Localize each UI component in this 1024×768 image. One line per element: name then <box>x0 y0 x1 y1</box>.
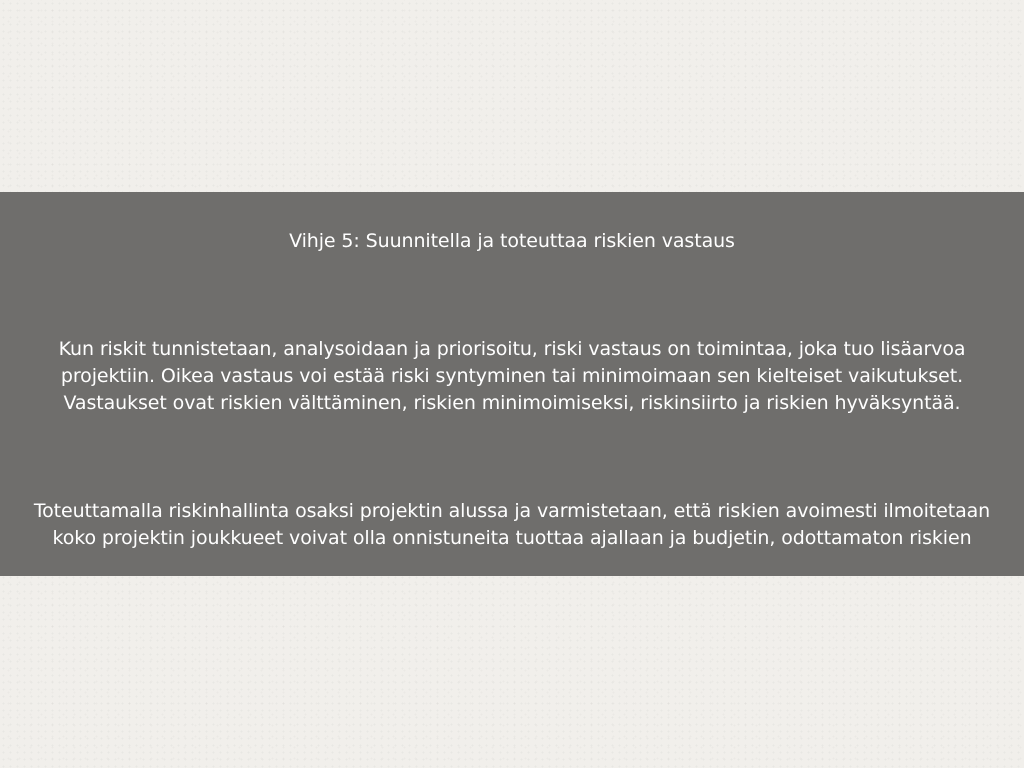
slide-heading: Vihje 5: Suunnitella ja toteuttaa riskien vastaus <box>289 230 735 252</box>
content-band <box>0 192 1024 576</box>
paragraph-risk-response: Kun riskit tunnistetaan, analysoidaan ja priorisoitu, riski vastaus on toimintaa, joka tuo lisäarvoa projektiin. Oikea vastaus voi estää riski syntyminen tai minimoimaan sen kielteiset vaikutukset. Vastaukset ovat riskien välttäminen, riskien minimoimiseksi, riskinsiirto ja riskien hyväksyntää. <box>58 338 966 414</box>
text-area <box>16 228 1008 548</box>
paragraph-risk-management: Toteuttamalla riskinhallinta osaksi projektin alussa ja varmistetaan, että riskien avoimesti ilmoitetaan koko projektin joukkueet voivat olla onnistuneita tuottaa ajallaan ja budjetin, odottamaton riskien <box>33 500 991 548</box>
